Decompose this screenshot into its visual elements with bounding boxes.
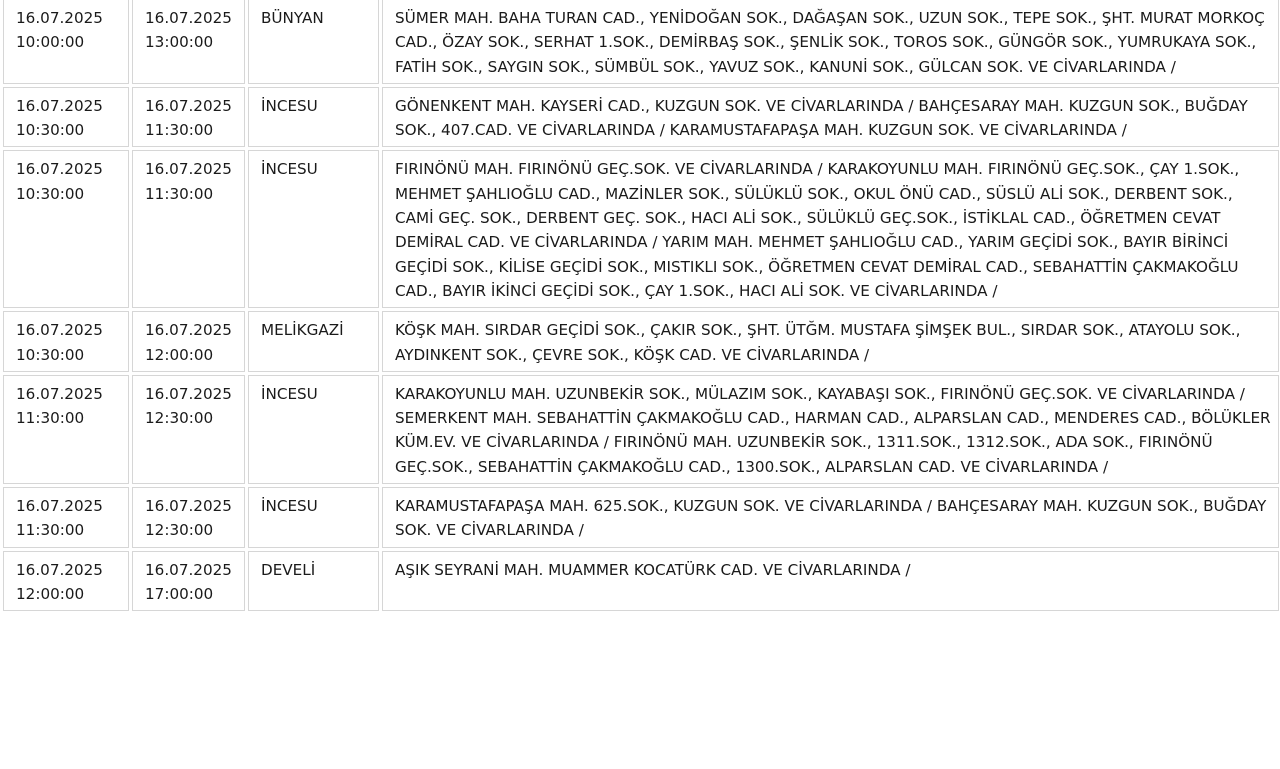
start-time: 10:30:00: [16, 345, 85, 364]
affected-area-text: SÜMER MAH. BAHA TURAN CAD., YENİDOĞAN SOK., DAĞAŞAN SOK., UZUN SOK., TEPE SOK., ŞHT. MURAT MORKOÇ CAD., ÖZAY SOK., SERHAT 1.SOK., DEMİRBAŞ SOK., ŞENLİK SOK., TOROS SOK., GÜNGÖR SOK., YUMRUKAYA SOK., FATİH SOK., SAYGIN SOK., SÜMBÜL SOK., YAVUZ SOK., KANUNİ SOK., GÜLCAN SOK. VE CİVARLARINDA /: [395, 9, 1265, 76]
end-datetime-cell: [132, 150, 245, 308]
start-date: 16.07.2025: [16, 9, 103, 27]
start-datetime-cell: [3, 551, 129, 612]
district-name: İNCESU: [261, 160, 318, 179]
table-row: [3, 487, 1279, 548]
end-date: 16.07.2025: [145, 9, 232, 27]
affected-area-text: KÖŞK MAH. SIRDAR GEÇİDİ SOK., ÇAKIR SOK., ŞHT. ÜTĞM. MUSTAFA ŞİMŞEK BUL., SIRDAR SOK., ATAYOLU SOK., AYDINKENT SOK., ÇEVRE SOK., KÖŞK CAD. VE CİVARLARINDA /: [395, 321, 1241, 364]
end-datetime-cell: [132, 551, 245, 612]
affected-area-text: KARAKOYUNLU MAH. UZUNBEKİR SOK., MÜLAZIM SOK., KAYABAŞI SOK., FIRINÖNÜ GEÇ.SOK. VE CİVARLARINDA / SEMERKENT MAH. SEBAHATTİN ÇAKMAKOĞLU CAD., HARMAN CAD., ALPARSLAN CAD., MENDERES CAD., BÖLÜKLER KÜM.EV. VE CİVARLARINDA / FIRINÖNÜ MAH. UZUNBEKİR SOK., 1311.SOK., 1312.SOK., ADA SOK., FIRINÖNÜ GEÇ.SOK., SEBAHATTİN ÇAKMAKOĞLU CAD., 1300.SOK., ALPARSLAN CAD. VE CİVARLARINDA /: [395, 384, 1271, 476]
end-date: 16.07.2025: [145, 321, 232, 340]
end-time: 11:30:00: [145, 184, 214, 203]
end-time: 12:00:00: [145, 345, 214, 364]
start-time: 12:00:00: [16, 584, 85, 603]
end-time: 12:30:00: [145, 409, 214, 428]
end-time: 11:30:00: [145, 121, 214, 140]
district-cell: [248, 551, 379, 612]
district-cell: [248, 150, 379, 308]
table-row: [3, 0, 1279, 84]
end-time: 17:00:00: [145, 584, 214, 603]
affected-area-text: GÖNENKENT MAH. KAYSERİ CAD., KUZGUN SOK. VE CİVARLARINDA / BAHÇESARAY MAH. KUZGUN SOK., BUĞDAY SOK., 407.CAD. VE CİVARLARINDA / KARAMUSTAFAPAŞA MAH. KUZGUN SOK. VE CİVARLARINDA /: [395, 96, 1248, 140]
outage-table-body: [3, 0, 1279, 611]
district-name: İNCESU: [261, 96, 318, 115]
end-datetime-cell: [132, 311, 245, 372]
start-date: 16.07.2025: [16, 160, 103, 179]
start-datetime-cell: [3, 87, 129, 148]
table-row: [3, 87, 1279, 148]
end-datetime-cell: [132, 87, 245, 148]
start-time: 11:30:00: [16, 521, 85, 540]
affected-area-cell: [382, 87, 1279, 148]
table-row: [3, 311, 1279, 372]
district-cell: [248, 487, 379, 548]
affected-area-cell: [382, 375, 1279, 484]
table-row: [3, 551, 1279, 612]
start-datetime-cell: [3, 150, 129, 308]
affected-area-text: FIRINÖNÜ MAH. FIRINÖNÜ GEÇ.SOK. VE CİVARLARINDA / KARAKOYUNLU MAH. FIRINÖNÜ GEÇ.SOK., ÇAY 1.SOK., MEHMET ŞAHLIOĞLU CAD., MAZİNLER SOK., SÜLÜKLÜ SOK., OKUL ÖNÜ CAD., SÜSLÜ ALİ SOK., DERBENT SOK., CAMİ GEÇ. SOK., DERBENT GEÇ. SOK., HACI ALİ SOK., SÜLÜKLÜ GEÇ.SOK., İSTİKLAL CAD., ÖĞRETMEN CEVAT DEMİRAL CAD. VE CİVARLARINDA / YARIM MAH. MEHMET ŞAHLIOĞLU CAD., YARIM GEÇİDİ SOK., BAYIR BİRİNCİ GEÇİDİ SOK., KİLİSE GEÇİDİ SOK., MISTIKLI SOK., ÖĞRETMEN CEVAT DEMİRAL CAD., SEBAHATTİN ÇAKMAKOĞLU CAD., BAYIR İKİNCİ GEÇİDİ SOK., ÇAY 1.SOK., HACI ALİ SOK. VE CİVARLARINDA /: [395, 160, 1240, 300]
affected-area-cell: [382, 551, 1279, 612]
affected-area-text: KARAMUSTAFAPAŞA MAH. 625.SOK., KUZGUN SOK. VE CİVARLARINDA / BAHÇESARAY MAH. KUZGUN SOK., BUĞDAY SOK. VE CİVARLARINDA /: [395, 497, 1267, 540]
district-name: İNCESU: [261, 497, 318, 516]
affected-area-cell: [382, 0, 1279, 84]
start-time: 10:30:00: [16, 121, 85, 140]
end-date: 16.07.2025: [145, 96, 232, 115]
start-datetime-cell: [3, 311, 129, 372]
start-time: 10:00:00: [16, 33, 85, 52]
table-row: [3, 375, 1279, 484]
start-datetime-cell: [3, 375, 129, 484]
end-datetime-cell: [132, 375, 245, 484]
affected-area-text: AŞIK SEYRANİ MAH. MUAMMER KOCATÜRK CAD. VE CİVARLARINDA /: [395, 560, 911, 579]
end-time: 12:30:00: [145, 521, 214, 540]
start-date: 16.07.2025: [16, 96, 103, 115]
affected-area-cell: [382, 311, 1279, 372]
start-date: 16.07.2025: [16, 321, 103, 340]
start-date: 16.07.2025: [16, 384, 103, 403]
end-date: 16.07.2025: [145, 497, 232, 516]
start-date: 16.07.2025: [16, 497, 103, 516]
start-datetime-cell: [3, 487, 129, 548]
table-row: [3, 150, 1279, 308]
start-date: 16.07.2025: [16, 560, 103, 579]
district-cell: [248, 0, 379, 84]
end-datetime-cell: [132, 0, 245, 84]
district-cell: [248, 375, 379, 484]
start-time: 10:30:00: [16, 184, 85, 203]
end-date: 16.07.2025: [145, 384, 232, 403]
district-name: BÜNYAN: [261, 9, 324, 27]
district-cell: [248, 311, 379, 372]
district-name: DEVELİ: [261, 560, 316, 579]
start-time: 11:30:00: [16, 409, 85, 428]
affected-area-cell: [382, 487, 1279, 548]
end-date: 16.07.2025: [145, 560, 232, 579]
end-datetime-cell: [132, 487, 245, 548]
end-date: 16.07.2025: [145, 160, 232, 179]
district-name: İNCESU: [261, 384, 318, 403]
end-time: 13:00:00: [145, 33, 214, 52]
district-name: MELİKGAZİ: [261, 321, 344, 340]
start-datetime-cell: [3, 0, 129, 84]
affected-area-cell: [382, 150, 1279, 308]
district-cell: [248, 87, 379, 148]
